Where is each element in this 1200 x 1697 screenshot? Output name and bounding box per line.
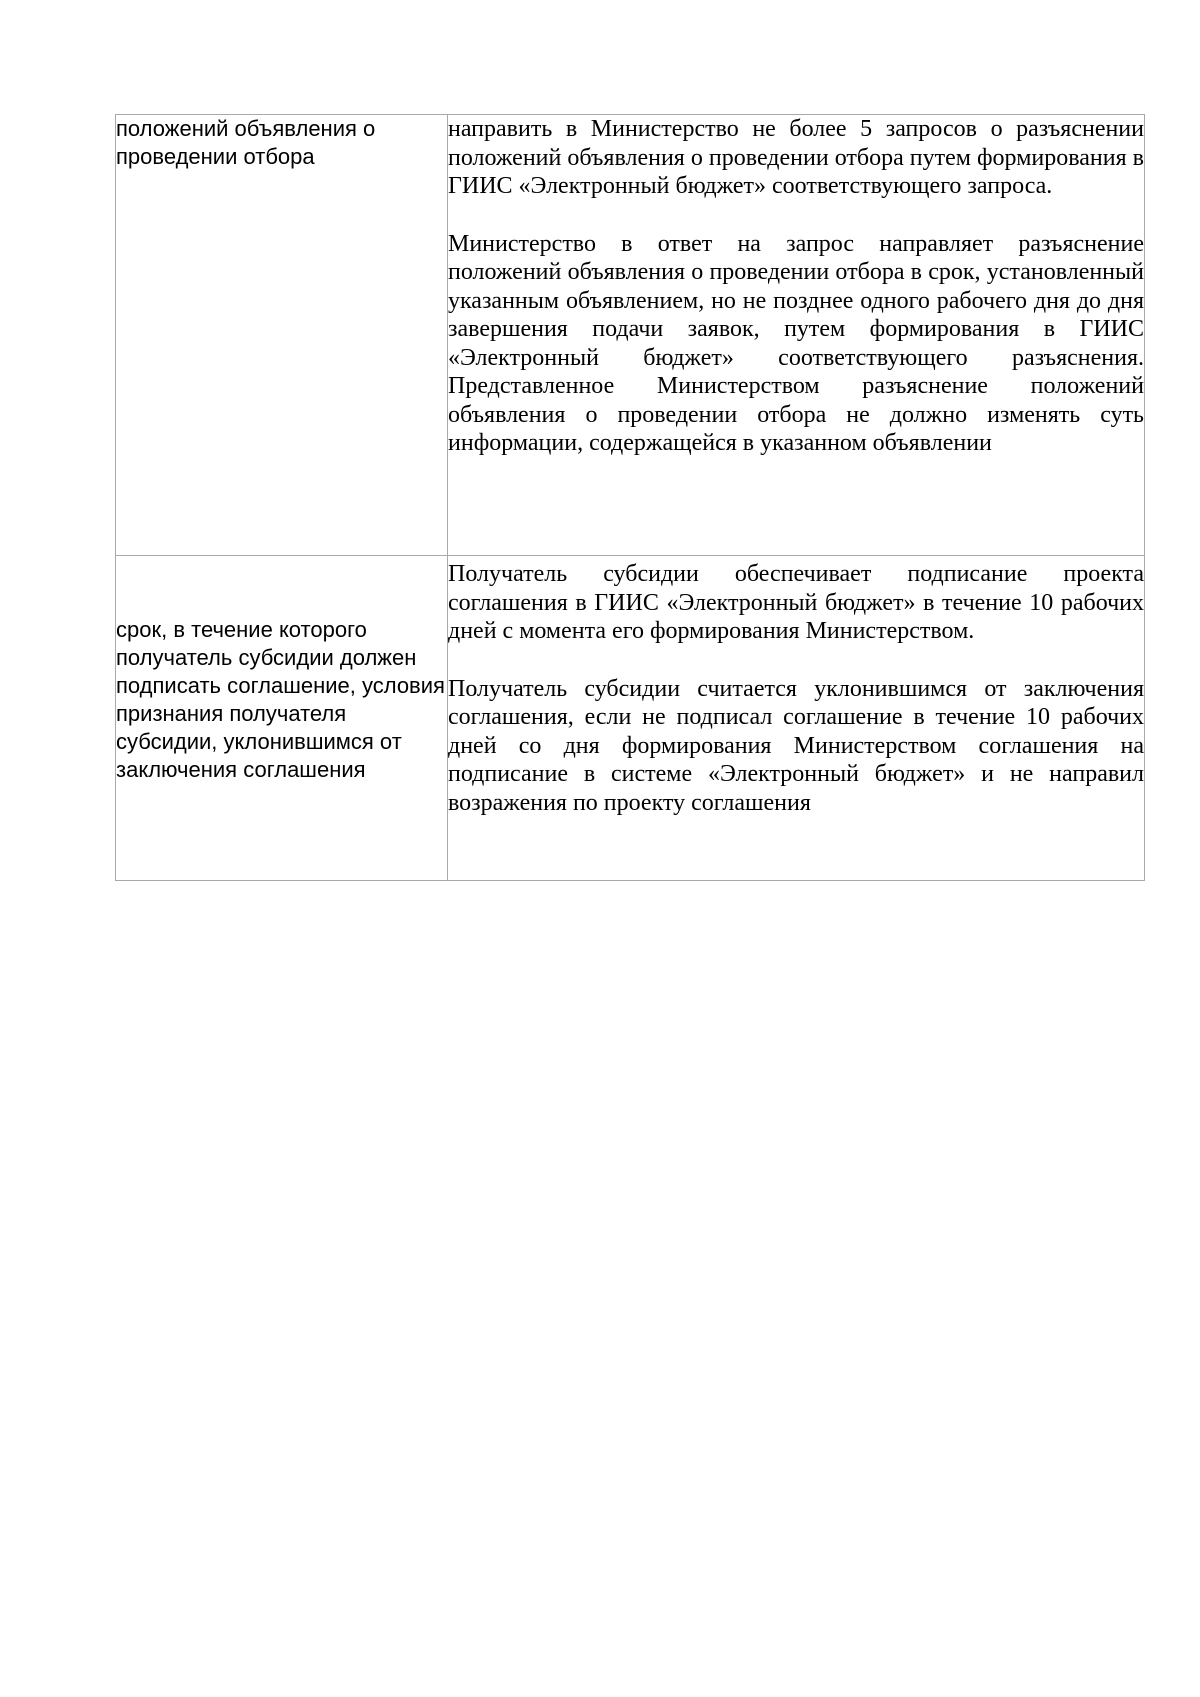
selection-terms-table	[115, 114, 1145, 881]
table-cell-content	[448, 115, 1145, 556]
row-label-text: срок, в течение которого получатель субсидии должен подписать соглашение, условия признания получателя субсидии, уклонившимся от заключения соглашения	[116, 617, 445, 782]
table-row	[116, 556, 1145, 881]
paragraph: Министерство в ответ на запрос направляет разъяснение положений объявления о проведении отбора в срок, установленный указанным объявлением, но не позднее одного рабочего дня до дня завершения подачи заявок, путем формирования в ГИИС «Электронный бюджет» соответствующего разъяснения. Представленное Министерством разъяснение положений объявления о проведении отбора не должно изменять суть информации, содержащейся в указанном объявлении	[448, 230, 1144, 456]
row-label-text: положений объявления о проведении отбора	[116, 116, 376, 169]
table-row	[116, 115, 1145, 556]
paragraph: Получатель субсидии считается уклонившимся от заключения соглашения, если не подписал соглашение в течение 10 рабочих дней со дня формирования Министерством соглашения на подписание в системе «Электронный бюджет» и не направил возражения по проекту соглашения	[448, 675, 1144, 816]
table-cell-content	[448, 556, 1145, 881]
paragraph: направить в Министерство не более 5 запросов о разъяснении положений объявления о проведении отбора путем формирования в ГИИС «Электронный бюджет» соответствующего запроса.	[448, 116, 1144, 199]
table-cell-label	[116, 115, 448, 556]
paragraph: Получатель субсидии обеспечивает подписание проекта соглашения в ГИИС «Электронный бюджет» в течение 10 рабочих дней с момента его формирования Министерством.	[448, 561, 1144, 644]
table-cell-label	[116, 556, 448, 881]
